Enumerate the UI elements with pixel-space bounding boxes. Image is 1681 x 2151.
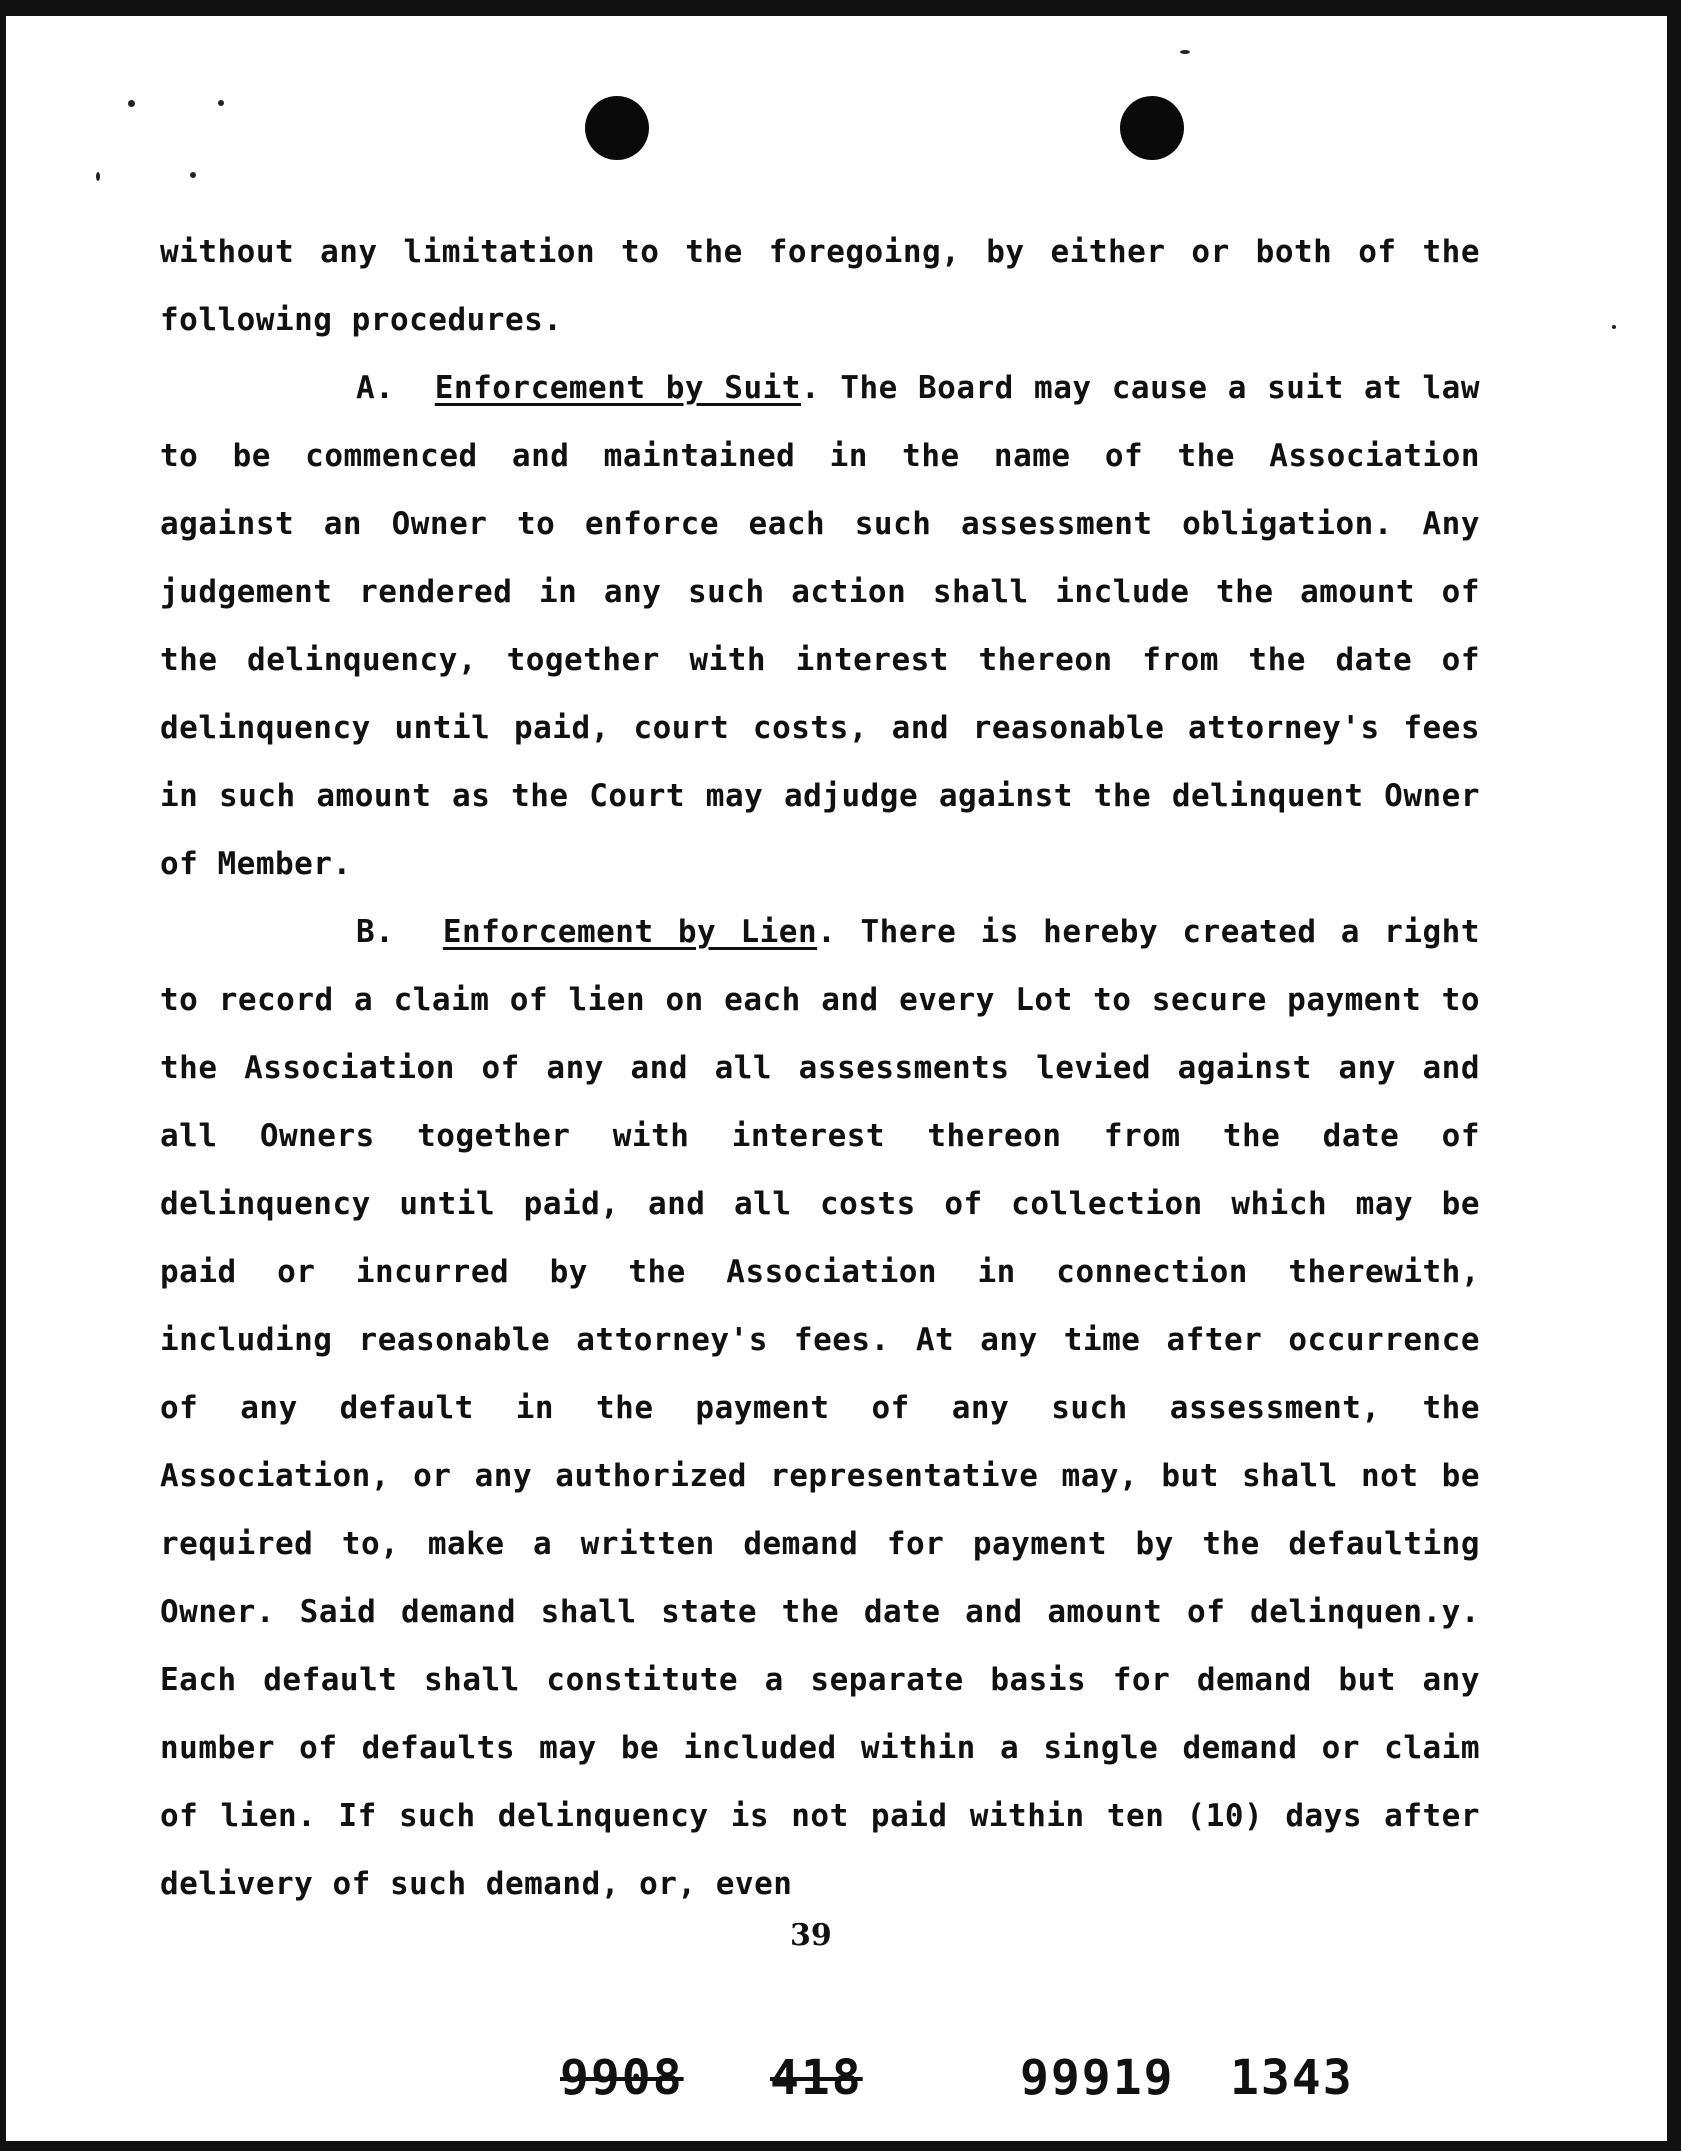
intro-paragraph: [160, 218, 1480, 354]
scan-speck: [128, 100, 135, 107]
scan-speck: [218, 100, 224, 106]
scan-border-bottom: [0, 2141, 1681, 2151]
scan-speck: [1612, 325, 1616, 329]
section-a-paragraph: [160, 354, 1480, 898]
section-a-text: . The Board may cause a suit at law to be commenced and maintained in the name of the Association against an Owner to enforce each such assessment obligation. Any judgement rendered in any such action shall include the amount of the delinquency, together with interest thereon from the date of delinquency until paid, court costs, and reasonable attorney's fees in such amount as the Court may adjudge against the delinquent Owner of Member.: [160, 370, 1481, 882]
punch-hole-right: [1120, 96, 1184, 160]
page-number: 39: [790, 1918, 832, 1953]
struck-recording-number: 9908: [560, 2050, 684, 2106]
scan-speck: [96, 172, 100, 181]
struck-recording-page: 418: [770, 2050, 863, 2106]
section-b-marker: B.: [356, 914, 395, 950]
section-b-heading: Enforcement by Lien: [442, 914, 818, 950]
section-a-marker: A.: [356, 370, 395, 406]
section-a-heading: Enforcement by Suit: [434, 370, 801, 406]
section-b-text: . There is hereby created a right to record a claim of lien on each and every Lot to secure payment to the Association of any and all assessments levied against any and all Owners together with interest thereon from the date of delinquency until paid, and all costs of collection which may be paid or incurred by the Association in connection therewith, including reasonable attorney's fees. At any time after occurrence of any default in the payment of any such assessment, the Association, or any authorized representative may, but shall not be required to, make a written demand for payment by the defaulting Owner. Said demand shall state the date and amount of delinquen.y. Each default shall constitute a separate basis for demand but any number of defaults may be included within a single demand or claim of lien. If such delinquency is not paid within ten (10) days after delivery of such demand, or, even: [160, 914, 1481, 1902]
scan-border-top: [0, 0, 1681, 16]
recording-book-number: 99919: [1020, 2050, 1175, 2106]
section-b-paragraph: [160, 898, 1480, 1918]
scan-border-right: [1667, 0, 1681, 2151]
scan-border-left: [0, 0, 6, 2151]
document-body: [160, 218, 1480, 1918]
intro-text: without any limitation to the foregoing, by either or both of the following procedures.: [160, 234, 1480, 338]
scan-speck: [190, 172, 196, 178]
punch-hole-left: [585, 96, 649, 160]
recording-page-number: 1343: [1230, 2050, 1354, 2106]
scan-speck: [1180, 50, 1190, 54]
